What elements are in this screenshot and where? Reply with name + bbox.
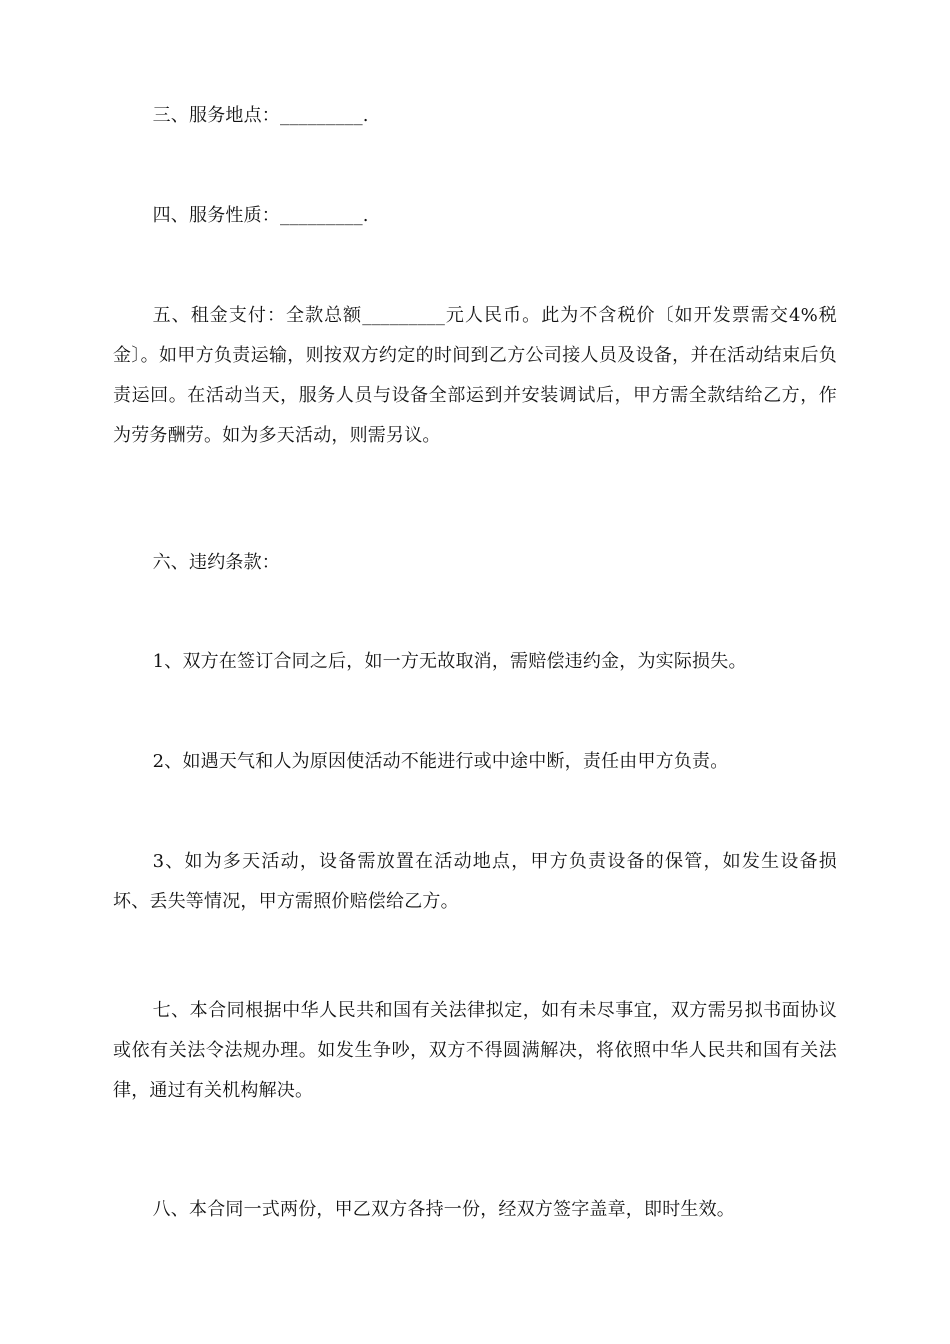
breach-item-1: 1、双方在签订合同之后，如一方无故取消，需赔偿违约金，为实际损失。 [152,651,747,672]
breach-item-3: 3、如为多天活动，设备需放置在活动地点，甲方负责设备的保管，如发生设备损坏、丢失等情况，甲方需照价赔偿给乙方。 [113,851,837,912]
clause-breach-heading: 六、违约条款： [152,552,280,573]
breach-item-2: 2、如遇天气和人为原因使活动不能进行或中途中断，责任由甲方负责。 [152,751,729,772]
clause-rent-payment: 五、租金支付：全款总额_________元人民币。此为不含税价〔如开发票需交4%税金〕。如甲方负责运输，则按双方约定的时间到乙方公司接人员及设备，并在活动结束后负责运回。在活动当天，服务人员与设备全部运到并安装调试后，甲方需全款结给乙方，作为劳务酬劳。如为多天活动，则需另议。 [113,305,837,446]
clause-governing-law: 七、本合同根据中华人民共和国有关法律拟定，如有未尽事宜，双方需另拟书面协议或依有关法令法规办理。如发生争吵，双方不得圆满解决，将依照中华人民共和国有关法律，通过有关机构解决。 [113,1000,837,1101]
clause-service-nature: 四、服务性质：_________. [152,205,369,226]
clause-copies-effect: 八、本合同一式两份，甲乙双方各持一份，经双方签字盖章，即时生效。 [152,1199,735,1220]
clause-service-location: 三、服务地点：_________. [152,105,369,126]
